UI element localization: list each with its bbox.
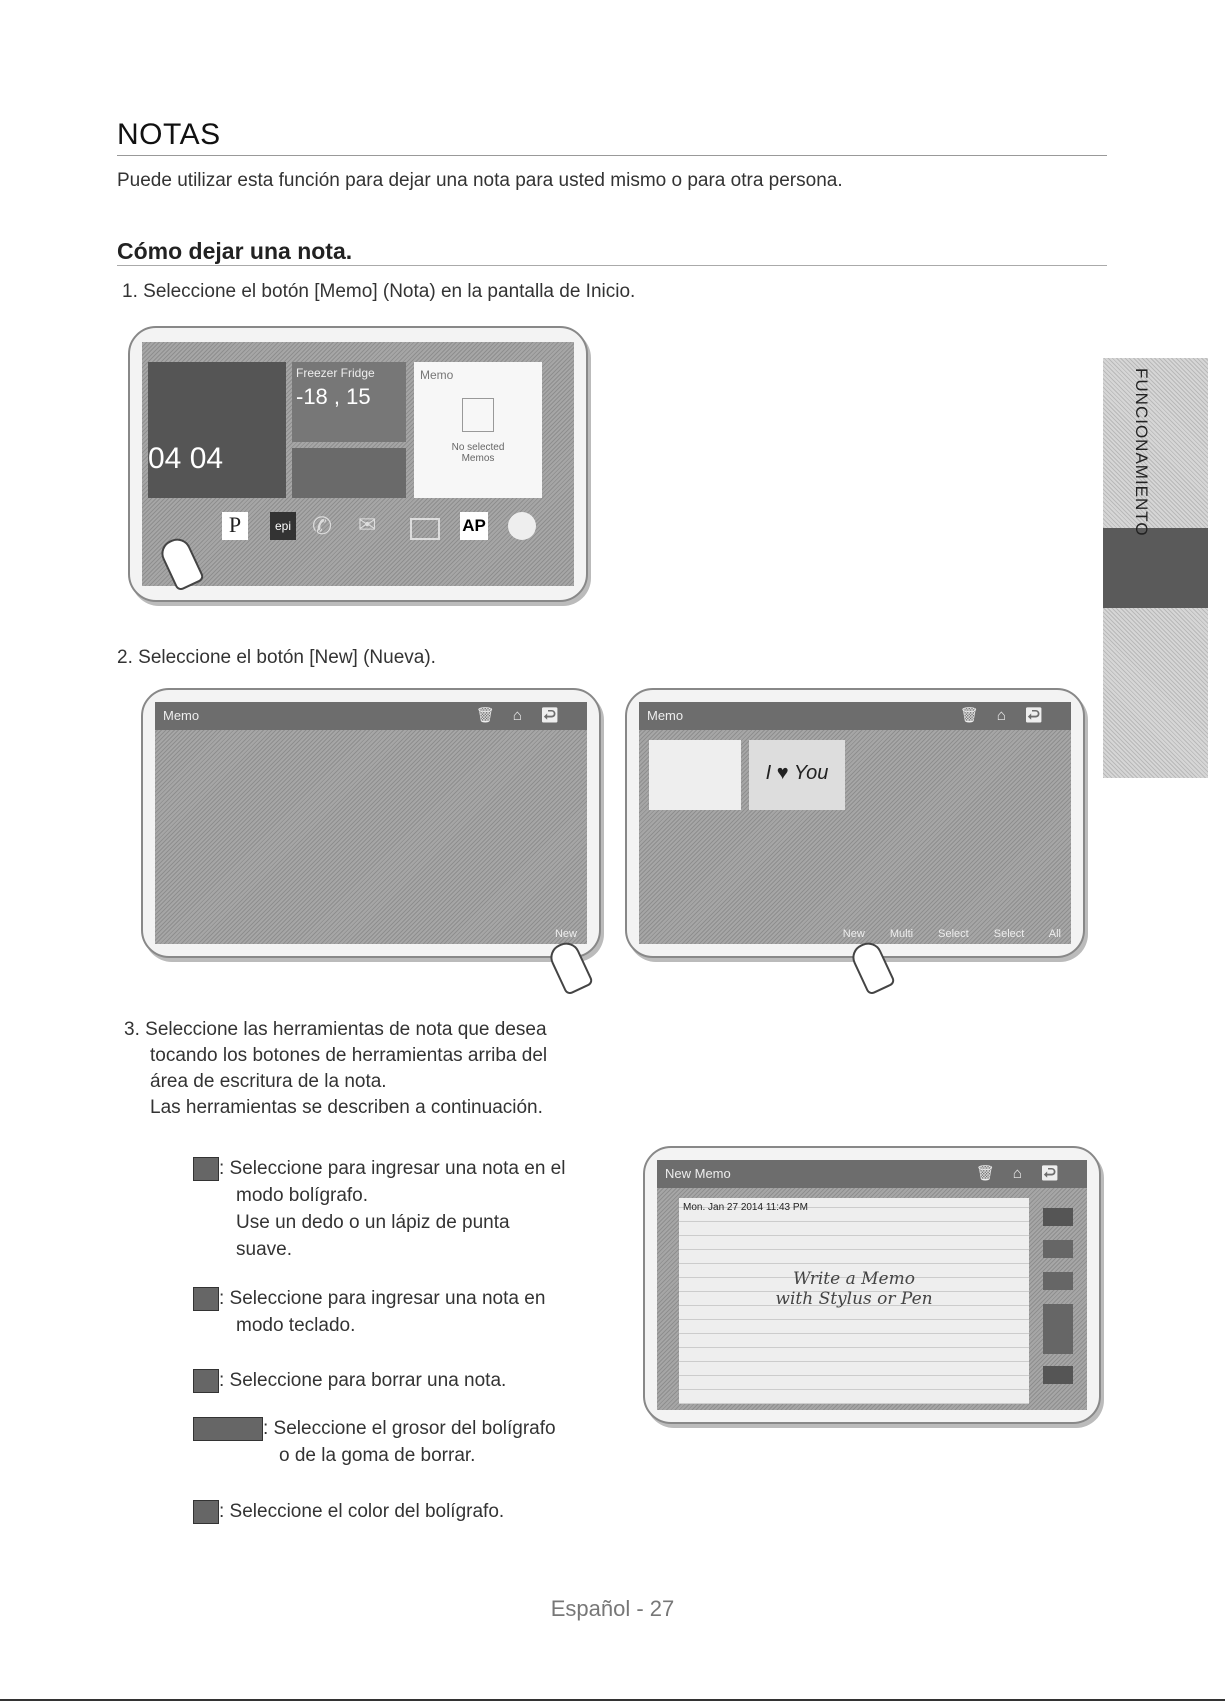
step-3: 3. Seleccione las herramientas de nota que desea tocando los botones de herramientas arriba del área de escritura de la nota. Las herramientas se describen a continuación.: [124, 1019, 548, 1118]
memo-title: Memo: [647, 708, 684, 723]
thickness-tool-button[interactable]: [1043, 1304, 1073, 1354]
tool-color: : Seleccione el color del bolígrafo.: [193, 1498, 504, 1525]
new-memo-title: New Memo: [665, 1166, 731, 1181]
step-1: 1. Seleccione el botón [Memo] (Nota) en la pantalla de Inicio.: [122, 281, 636, 302]
epicurious-icon[interactable]: epi: [270, 512, 296, 540]
memo-list-empty-screen: [155, 702, 587, 944]
home-screen: [142, 342, 574, 586]
pandora-icon[interactable]: P: [222, 512, 248, 540]
subsection-rule: [117, 265, 1107, 266]
memo-thumbnail-2[interactable]: I ♥ You: [749, 740, 845, 810]
tapping-hand-icon: [848, 938, 896, 996]
step-2: 2. Seleccione el botón [New] (Nueva).: [117, 647, 436, 668]
tool-thickness: : Seleccione el grosor del bolígrafo o de la goma de borrar.: [193, 1415, 556, 1469]
fridge-temps: -18 , 15: [296, 384, 371, 409]
new-memo-device: [643, 1146, 1101, 1424]
titlebar-icons: 🗑⌂↩: [975, 1165, 1077, 1182]
memo-empty-text: No selected Memos: [451, 442, 505, 464]
clock-widget: 04 04: [148, 442, 224, 475]
tool-pen: : Seleccione para ingresar una nota en el modo bolígrafo. Use un dedo o un lápiz de punta suave.: [193, 1155, 565, 1263]
photo-widget: [148, 362, 286, 498]
memo-widget[interactable]: [414, 362, 542, 498]
phone-icon[interactable]: ✆: [312, 513, 333, 540]
intro-text: Puede utilizar esta función para dejar una nota para usted mismo o para otra persona.: [117, 170, 843, 191]
handwriting-line-1: Write a Memo: [793, 1269, 915, 1289]
memo-titlebar: [155, 702, 587, 730]
page-bottom-line: [0, 1699, 1225, 1701]
weather-icon[interactable]: [508, 512, 536, 540]
memo-list-screen: [639, 702, 1071, 944]
eraser-icon: [193, 1369, 219, 1393]
memo-thumbnail-1[interactable]: [649, 740, 741, 810]
new-memo-screen: [657, 1160, 1087, 1410]
tool-keyboard: : Seleccione para ingresar una nota en modo teclado.: [193, 1285, 545, 1339]
writing-area[interactable]: [679, 1198, 1029, 1404]
home-screen-device: [128, 326, 588, 602]
memo-list-empty-device: [141, 688, 601, 958]
new-button[interactable]: New: [554, 928, 577, 940]
tool-eraser: : Seleccione para borrar una nota.: [193, 1367, 506, 1394]
pen-mode-icon: [193, 1157, 219, 1181]
color-tool-button[interactable]: [1043, 1366, 1073, 1384]
pen-tool-button[interactable]: [1043, 1208, 1073, 1226]
app-dock: [152, 510, 564, 548]
color-icon: [193, 1500, 219, 1524]
memo-icon: [462, 398, 494, 432]
keyboard-tool-button[interactable]: [1043, 1240, 1073, 1258]
new-memo-titlebar: [657, 1160, 1087, 1188]
fridge-labels: Freezer Fridge: [296, 366, 375, 380]
tapping-hand-icon: [546, 938, 594, 996]
keyboard-mode-icon: [193, 1287, 219, 1311]
eraser-tool-button[interactable]: [1043, 1272, 1073, 1290]
memo-list-device: [625, 688, 1085, 958]
ap-news-icon[interactable]: AP: [460, 512, 488, 540]
titlebar-icons: 🗑⌂↩: [475, 707, 577, 724]
app-widget: [292, 448, 406, 498]
subsection-title: Cómo dejar una nota.: [117, 238, 353, 264]
memo-list-buttons[interactable]: New Multi Select Select All: [842, 928, 1061, 940]
memo-widget-title: Memo: [420, 368, 454, 382]
handwriting-line-2: with Stylus or Pen: [775, 1289, 933, 1309]
title-rule: [117, 155, 1107, 156]
section-title: NOTAS: [117, 118, 221, 151]
titlebar-icons: 🗑⌂↩: [959, 707, 1061, 724]
fridge-widget: [292, 362, 406, 442]
side-tab-label: FUNCIONAMIENTO: [1132, 368, 1151, 537]
memo-titlebar: [639, 702, 1071, 730]
tv-icon[interactable]: [410, 518, 440, 540]
page-number: Español - 27: [550, 1596, 675, 1621]
mail-icon[interactable]: ✉: [358, 512, 377, 537]
thickness-icon: [193, 1417, 263, 1441]
memo-date: Mon. Jan 27 2014 11:43 PM: [683, 1202, 808, 1213]
memo-title: Memo: [163, 708, 200, 723]
